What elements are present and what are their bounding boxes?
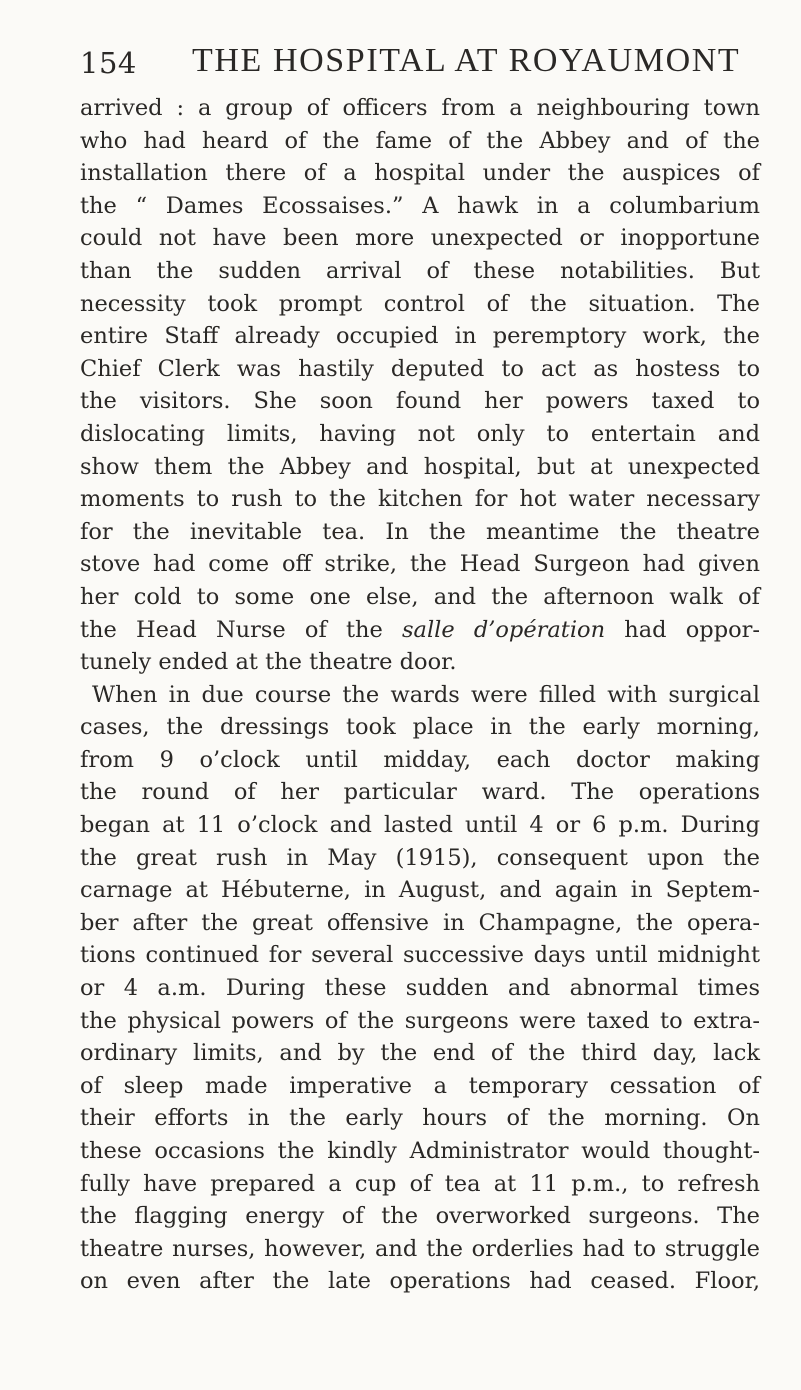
text-line: ordinary limits, and by the end of the third day, lack (80, 1040, 760, 1067)
text-line: the great rush in May (1915), consequent upon the (80, 844, 760, 871)
running-head (80, 40, 760, 84)
italic-phrase: salle d’opération (401, 616, 606, 643)
text-line: her cold to some one else, and the afternoon walk of (80, 583, 760, 610)
text-line: or 4 a.m. During these sudden and abnormal times (80, 975, 760, 1002)
text-line: Chief Clerk was hastily deputed to act as hostess to (80, 355, 760, 382)
text-line: on even after the late operations had ceased. Floor, (80, 1268, 760, 1295)
text-line: necessity took prompt control of the situation. The (80, 290, 760, 317)
text-line: entire Staff already occupied in peremptory work, the (80, 323, 760, 350)
text-line: from 9 o’clock until midday, each doctor making (80, 746, 760, 773)
text-line: for the inevitable tea. In the meantime the theatre (80, 518, 760, 545)
text-line: installation there of a hospital under the auspices of (80, 160, 760, 187)
text-line: than the sudden arrival of these notabilities. But (80, 257, 760, 284)
text-line: tions continued for several successive days until midnight (80, 942, 760, 969)
page-number: 154 (80, 46, 137, 80)
paragraph-end-line: tunely ended at the theatre door. (80, 649, 457, 676)
text-line: moments to rush to the kitchen for hot water necessary (80, 486, 760, 513)
text-line: dislocating limits, having not only to entertain and (80, 420, 760, 447)
line-head: the Head Nurse of the (80, 616, 402, 643)
text-line: the flagging energy of the overworked surgeons. The (80, 1203, 760, 1230)
text-line: these occasions the kindly Administrator would thought- (80, 1138, 760, 1164)
text-line: the visitors. She soon found her powers taxed to (80, 388, 760, 415)
line-tail: had oppor- (605, 616, 760, 643)
text-line: the physical powers of the surgeons were taxed to extra- (80, 1007, 760, 1034)
text-line: ber after the great offensive in Champagne, the opera- (80, 909, 760, 936)
text-line: who had heard of the fame of the Abbey and of the (80, 127, 760, 154)
running-title: THE HOSPITAL AT ROYAUMONT (192, 42, 741, 79)
text-line: show them the Abbey and hospital, but at unexpected (80, 453, 760, 480)
text-line: fully have prepared a cup of tea at 11 p.m., to refresh (80, 1170, 760, 1197)
text-line: cases, the dressings took place in the early morning, (80, 714, 760, 741)
text-line: of sleep made imperative a temporary cessation of (80, 1072, 760, 1099)
body-text (80, 92, 760, 1298)
text-line: the “ Dames Ecossaises.” A hawk in a columbarium (80, 192, 760, 219)
text-line-with-italic (80, 614, 760, 647)
text-line: their efforts in the early hours of the morning. On (80, 1105, 760, 1132)
text-line: arrived : a group of officers from a neighbouring town (80, 95, 760, 121)
text-line: could not have been more unexpected or inopportune (80, 225, 760, 252)
text-line: carnage at Hébuterne, in August, and again in Septem- (80, 877, 760, 904)
paragraph-start-line: When in due course the wards were filled with surgical (92, 681, 760, 708)
text-line: stove had come off strike, the Head Surgeon had given (80, 551, 760, 578)
text-line: began at 11 o’clock and lasted until 4 or 6 p.m. During (80, 812, 760, 839)
text-line: the round of her particular ward. The operations (80, 779, 760, 806)
text-line: theatre nurses, however, and the orderlies had to struggle (80, 1235, 760, 1262)
